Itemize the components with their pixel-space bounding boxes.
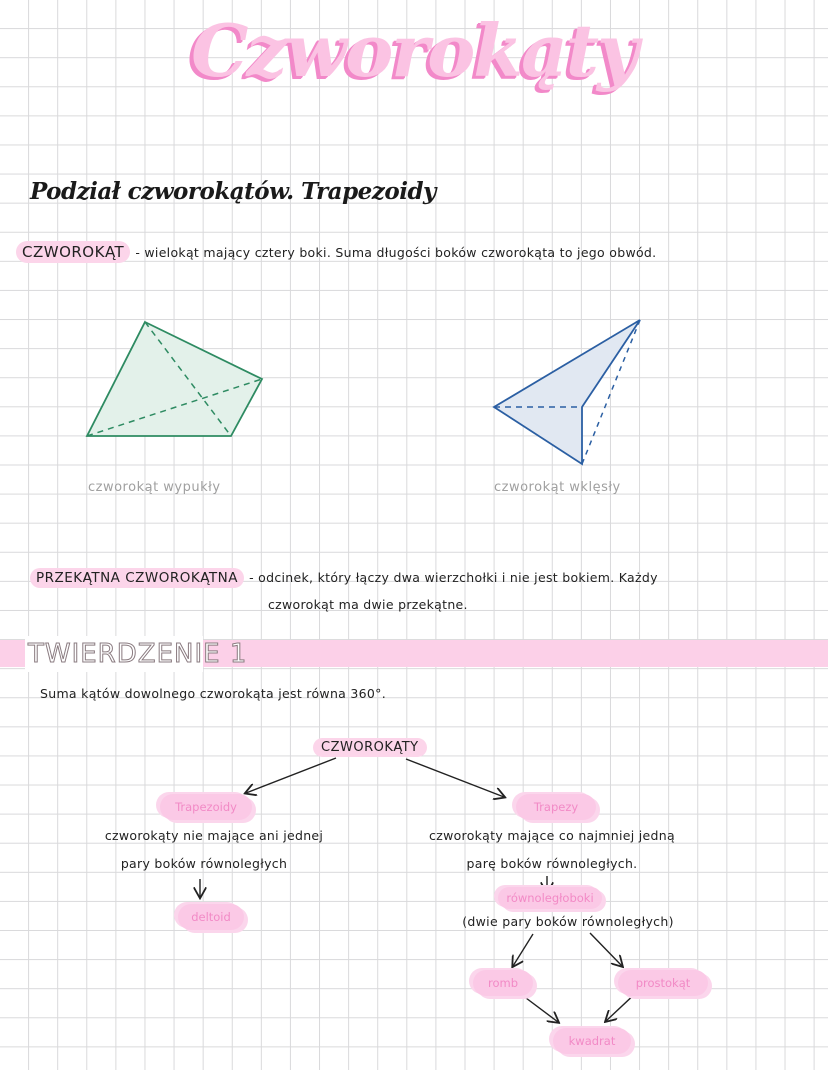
term-highlight: PRZEKĄTNA CZWOROKĄTNA xyxy=(30,568,244,588)
definition-diagonal xyxy=(30,567,658,586)
convex-quadrilateral-figure xyxy=(87,322,262,436)
definition-text: - wielokąt mający cztery boki. Suma długości boków czworokąta to jego obwód. xyxy=(135,245,657,260)
tree-node-trapezy: Trapezy xyxy=(516,794,596,820)
caption-convex: czworokąt wypukły xyxy=(88,480,221,495)
tree-node-rownolegloboki: równoległoboki xyxy=(498,887,602,909)
term-highlight: CZWOROKĄT xyxy=(16,241,130,263)
tree-left-desc-line1: czworokąty nie mające ani jednej xyxy=(104,828,324,843)
page-title: Czworokąty xyxy=(191,8,637,93)
tree-left-desc-line2: pary boków równoległych xyxy=(120,856,288,871)
section-heading: Podział czworokątów. Trapezoidy xyxy=(30,178,436,205)
tree-right-desc-line2: parę boków równoległych. xyxy=(466,856,638,871)
tree-right-desc-line1: czworokąty mające co najmniej jedną xyxy=(429,828,675,843)
tree-node-kwadrat: kwadrat xyxy=(553,1028,631,1054)
caption-concave: czworokąt wklęsły xyxy=(494,480,621,495)
concave-quadrilateral-figure xyxy=(494,320,640,464)
tree-root: CZWOROKĄTY xyxy=(313,738,427,757)
theorem-text: Suma kątów dowolnego czworokąta jest równa 360°. xyxy=(40,686,386,701)
tree-node-romb: romb xyxy=(473,970,533,996)
tree-right-child-desc: (dwie pary boków równoległych) xyxy=(462,914,674,929)
definition-text-line1: - odcinek, który łączy dwa wierzchołki i nie jest bokiem. Każdy xyxy=(249,570,658,585)
tree-node-prostokat: prostokąt xyxy=(618,970,708,996)
tree-node-trapezoidy: Trapezoidy xyxy=(160,794,252,820)
tree-node-deltoid: deltoid xyxy=(178,904,244,930)
definition-text-line2: czworokąt ma dwie przekątne. xyxy=(268,597,468,612)
theorem-label: TWIERDZENIE 1 xyxy=(28,639,248,669)
